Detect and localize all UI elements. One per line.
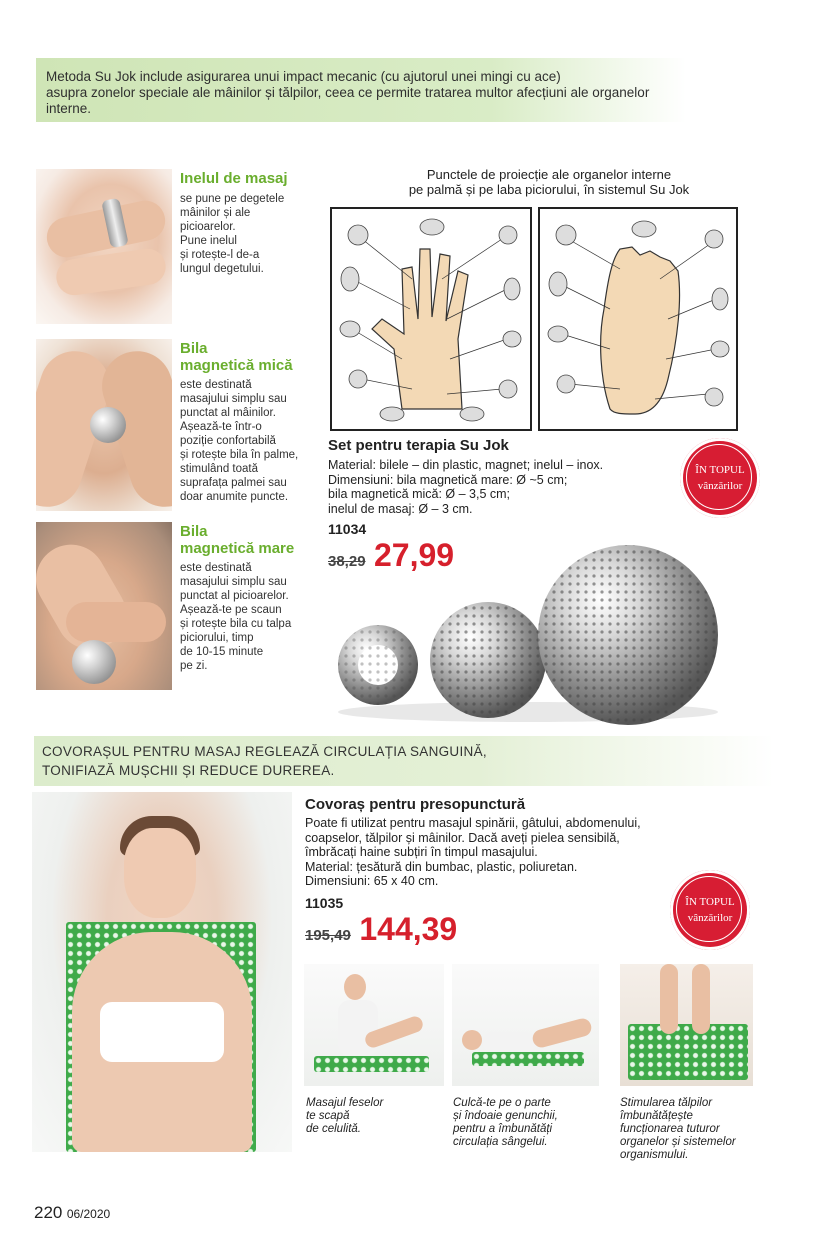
large-ball-desc-line: de 10-15 minute xyxy=(180,646,264,658)
massage-balls-icon xyxy=(318,540,728,730)
su-jok-old-price: 38,29 xyxy=(328,553,366,570)
woman-with-mat-photo xyxy=(32,792,292,1152)
caption-side-lying xyxy=(453,1097,603,1149)
intro-line-1: Metoda Su Jok include asigurarea unui impact mecanic (cu ajutorul unei mingi cu ace) xyxy=(46,69,561,84)
su-jok-set-title: Set pentru terapia Su Jok xyxy=(328,437,509,454)
small-ball-title xyxy=(180,340,325,374)
intro-banner xyxy=(36,58,686,122)
ring-desc-line: lungul degetului. xyxy=(180,263,264,275)
intro-line-2: asupra zonelor speciale ale mâinilor și tălpilor, ceea ce permite tratarea multor afecțiuni ale organelor interne. xyxy=(46,85,650,116)
caption-line: te scapă xyxy=(306,1110,350,1122)
su-jok-new-price: 27,99 xyxy=(374,537,455,573)
ring-desc-line: picioarelor. xyxy=(180,221,236,233)
caption-line: organismului. xyxy=(620,1149,689,1161)
large-ball-description xyxy=(180,523,325,673)
diagram-title-line-2: pe palmă și pe laba piciorului, în sistemul Su Jok xyxy=(408,182,690,197)
acupressure-mat-product xyxy=(305,796,725,948)
mat-old-price: 195,49 xyxy=(305,926,351,944)
page-number: 220 xyxy=(34,1203,63,1222)
small-ball-title-line: magnetică mică xyxy=(180,357,293,374)
su-jok-product-code: 11034 xyxy=(328,521,367,537)
mat-banner xyxy=(34,736,774,786)
caption-line: și îndoaie genunchii, xyxy=(453,1110,558,1122)
small-ball-desc-line: și rotește bila în palme, xyxy=(180,449,299,461)
caption-feet xyxy=(620,1097,770,1162)
mat-title: Covoraș pentru presopunctură xyxy=(305,796,526,813)
small-ball-title-line: Bila xyxy=(180,340,208,357)
caption-buttocks xyxy=(306,1097,446,1136)
bestseller-badge-line-2: vânzărilor xyxy=(687,912,733,924)
caption-line: Stimularea tălpilor xyxy=(620,1097,713,1109)
mat-banner-line-2: TONIFIAZĂ MUȘCHII ȘI REDUCE DUREREA. xyxy=(42,763,335,778)
palm-diagram xyxy=(330,207,532,431)
large-ball-desc-line: masajului simplu sau xyxy=(180,576,287,588)
small-ball-desc-line: Așează-te într-o xyxy=(180,421,262,433)
mat-desc-line: Material: țesătură din bumbac, plastic, poliuretan. xyxy=(305,859,578,874)
ring-desc-line: mâinilor și ale xyxy=(180,207,251,219)
large-ball-title xyxy=(180,523,325,557)
small-ball-description xyxy=(180,340,325,504)
su-jok-set-image xyxy=(318,540,728,730)
bestseller-badge xyxy=(670,870,750,950)
massage-ring-photo xyxy=(36,169,172,324)
mat-banner-line-1: COVORAȘUL PENTRU MASAJ REGLEAZĂ CIRCULAȚIA SANGUINĂ, xyxy=(42,744,487,759)
ring-desc-line: Pune inelul xyxy=(180,235,237,247)
page-footer xyxy=(34,1203,110,1223)
su-jok-spec-line: bila magnetică mică: Ø – 3,5 cm; xyxy=(328,487,511,501)
large-ball-desc-line: pe zi. xyxy=(180,660,208,672)
large-ball-desc-line: Așează-te pe scaun xyxy=(180,604,282,616)
caption-line: circulația sângelui. xyxy=(453,1136,548,1148)
large-ball-desc-line: piciorului, timp xyxy=(180,632,254,644)
large-ball-photo xyxy=(36,522,172,690)
small-ball-desc-line: poziție confortabilă xyxy=(180,435,276,447)
diagram-heading xyxy=(330,167,768,197)
foot-icon xyxy=(540,209,736,429)
foot-diagram xyxy=(538,207,738,431)
su-jok-spec-line: Dimensiuni: bila magnetică mare: Ø ~5 cm; xyxy=(328,472,568,487)
large-ball-desc-line: și rotește bila cu talpa xyxy=(180,618,292,630)
bestseller-badge-line-2: vânzărilor xyxy=(697,480,743,492)
bestseller-badge-line-1: ÎN TOPUL xyxy=(695,464,745,476)
mat-desc-line: îmbrăcați haine subțiri în timpul masajului. xyxy=(305,845,538,859)
small-ball-desc-line: masajului simplu sau xyxy=(180,393,287,405)
mat-desc-line: coapselor, tălpilor și mâinilor. Dacă aveți pielea sensibilă, xyxy=(305,830,620,845)
bestseller-badge xyxy=(680,438,760,518)
large-ball-desc-line: este destinată xyxy=(180,562,252,574)
caption-line: Masajul feselor xyxy=(306,1097,384,1109)
ring-description xyxy=(180,170,320,276)
caption-line: Culcă-te pe o parte xyxy=(453,1097,551,1109)
small-ball-desc-line: stimulând toată xyxy=(180,463,258,475)
mat-desc-line: Poate fi utilizat pentru masajul spinării, gâtului, abdomenului, xyxy=(305,816,641,830)
caption-line: îmbunătățește xyxy=(620,1110,693,1122)
catalog-date: 06/2020 xyxy=(66,1207,111,1221)
ring-desc-line: și rotește-l de-a xyxy=(180,249,260,261)
caption-line: funcționarea tuturor xyxy=(620,1123,720,1135)
diagram-title-line-1: Punctele de proiecție ale organelor interne xyxy=(426,167,672,182)
palm-icon xyxy=(332,209,530,429)
mat-desc-line: Dimensiuni: 65 x 40 cm. xyxy=(305,874,439,888)
ring-desc-line: se pune pe degetele xyxy=(180,193,285,205)
caption-line: de celulită. xyxy=(306,1123,361,1135)
small-ball-photo xyxy=(36,339,172,511)
caption-line: pentru a îmbunătăți xyxy=(453,1123,553,1135)
mat-new-price: 144,39 xyxy=(359,910,458,947)
mat-side-lying-photo xyxy=(452,964,599,1086)
large-ball-desc-line: punctat al picioarelor. xyxy=(180,590,289,602)
mat-feet-photo xyxy=(620,964,753,1086)
mat-buttocks-photo xyxy=(304,964,444,1086)
su-jok-spec-line: Material: bilele – din plastic, magnet; inelul – inox. xyxy=(328,458,604,472)
large-ball-title-line: Bila xyxy=(180,523,208,540)
bestseller-badge-line-1: ÎN TOPUL xyxy=(685,896,735,908)
large-ball-title-line: magnetică mare xyxy=(180,540,295,557)
su-jok-spec-line: inelul de masaj: Ø – 3 cm. xyxy=(328,501,473,516)
caption-line: organelor și sistemelor xyxy=(620,1136,736,1148)
small-ball-desc-line: este destinată xyxy=(180,379,252,391)
small-ball-desc-line: suprafața palmei sau xyxy=(180,477,287,489)
mat-product-code: 11035 xyxy=(305,894,344,911)
small-ball-desc-line: punctat al mâinilor. xyxy=(180,407,276,419)
ring-title: Inelul de masaj xyxy=(180,170,288,187)
small-ball-desc-line: doar anumite puncte. xyxy=(180,491,289,503)
